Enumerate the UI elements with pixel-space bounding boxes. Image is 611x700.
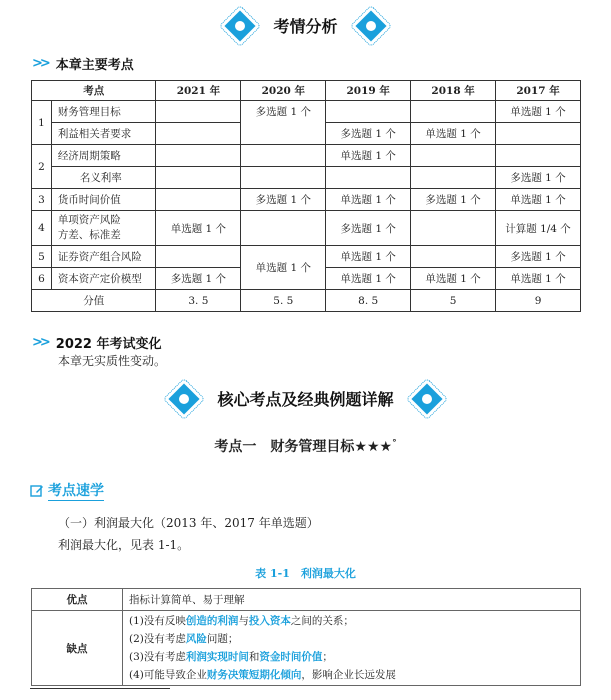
- group-number: 6: [32, 268, 52, 290]
- cell: [496, 123, 581, 145]
- row-label: 资本资产定价模型: [51, 268, 156, 290]
- subheading-exam-changes: [32, 333, 162, 352]
- cell: [326, 167, 411, 189]
- cell: 计算题 1/4 个: [496, 211, 581, 246]
- cell: 多选题 1 个: [326, 211, 411, 246]
- cell: 单选题 1 个: [326, 189, 411, 211]
- score-label: 分值: [32, 290, 156, 312]
- row-label-line: 单项资产风险: [57, 214, 121, 226]
- item-text: (4)可能导致企业: [129, 669, 207, 681]
- profit-max-table: [31, 588, 581, 686]
- column-header: 2018 年: [411, 81, 496, 101]
- row-label: 货币时间价值: [51, 189, 156, 211]
- item-text: (2)没有考虑: [129, 633, 186, 645]
- cell: 单选题 1 个: [496, 101, 581, 123]
- profit-max-intro: 利润最大化，见表 1-1。: [58, 538, 190, 552]
- highlight-text: 利润实现时间: [185, 651, 249, 663]
- cell: [241, 211, 326, 246]
- footnote-divider: [30, 688, 170, 689]
- cell: [156, 101, 241, 123]
- cell: 单选题 1 个: [156, 211, 241, 246]
- table-row: [32, 246, 581, 268]
- row-label: 经济周期策略: [51, 145, 156, 167]
- score-row: [32, 290, 581, 312]
- cell: [156, 246, 241, 268]
- column-header: 2019 年: [326, 81, 411, 101]
- cell: 单选题 1 个: [411, 123, 496, 145]
- pen-edit-icon: [30, 484, 44, 498]
- column-header: 2017 年: [496, 81, 581, 101]
- table-row: [32, 589, 581, 611]
- cell: 多选题 1 个: [411, 189, 496, 211]
- fast-learn-label: 考点速学: [48, 480, 104, 501]
- table-row: [32, 145, 581, 167]
- row-label: 财务管理目标: [51, 101, 156, 123]
- section-header-core-points: [0, 387, 611, 410]
- advantage-label: 优点: [32, 589, 123, 611]
- item-text: 问题；: [206, 633, 239, 645]
- score-cell: 5. 5: [241, 290, 326, 312]
- list-item: [129, 612, 574, 630]
- section-title: 核心考点及经典例题详解: [217, 390, 394, 409]
- section-header-analysis: [0, 14, 611, 37]
- cell: 单选题 1 个: [411, 268, 496, 290]
- item-text: 和: [248, 651, 260, 663]
- column-header: 考点: [32, 81, 156, 101]
- advantage-text: 指标计算简单、易于理解: [123, 589, 581, 611]
- cell: [411, 211, 496, 246]
- row-label-line: 方差、标准差: [57, 229, 121, 241]
- cell: [156, 145, 241, 167]
- diamond-ornament-icon: [225, 10, 256, 41]
- cell: 多选题 1 个: [241, 189, 326, 211]
- highlight-text: 投入资本: [248, 615, 291, 627]
- fast-learn-heading: [30, 480, 104, 501]
- item-text: 与: [238, 615, 249, 627]
- disadvantage-label: 缺点: [32, 611, 123, 686]
- table-row: [32, 167, 581, 189]
- item-text: ；: [322, 651, 333, 663]
- list-item: [129, 630, 574, 648]
- table-caption: 表 1-1 利润最大化: [255, 567, 356, 580]
- row-label: 利益相关者要求: [51, 123, 156, 145]
- list-item: [129, 666, 574, 684]
- table-row: [32, 211, 581, 246]
- cell: 单选题 1 个: [326, 246, 411, 268]
- cell: [411, 167, 496, 189]
- column-header: 2021 年: [156, 81, 241, 101]
- point-title-text: 考点一 财务管理目标★★★: [214, 439, 393, 455]
- highlight-text: 资金时间价值: [259, 651, 323, 663]
- group-number: 3: [32, 189, 52, 211]
- double-chevron-icon: >>: [32, 335, 48, 350]
- cell: 单选题 1 个: [326, 145, 411, 167]
- cell: [156, 123, 241, 145]
- score-cell: 3. 5: [156, 290, 241, 312]
- profit-max-heading: （一）利润最大化（2013 年、2017 年单选题）: [58, 516, 319, 530]
- group-number: 5: [32, 246, 52, 268]
- subheading-label: 本章主要考点: [55, 58, 134, 73]
- cell: 单选题 1 个: [241, 246, 326, 290]
- diamond-ornament-icon: [169, 383, 200, 414]
- row-label: 证券资产组合风险: [51, 246, 156, 268]
- cell: 多选题 1 个: [496, 167, 581, 189]
- cell: 多选题 1 个: [241, 101, 326, 145]
- item-text: (1)没有反映: [129, 615, 186, 627]
- point-title: [0, 436, 611, 456]
- disadvantage-list: [123, 611, 581, 686]
- cell: [411, 101, 496, 123]
- row-label: [51, 211, 156, 246]
- cell: 单选题 1 个: [326, 268, 411, 290]
- cell: 多选题 1 个: [326, 123, 411, 145]
- cell: [241, 145, 326, 167]
- cell: 多选题 1 个: [156, 268, 241, 290]
- cell: [496, 145, 581, 167]
- cell: [156, 189, 241, 211]
- cell: [411, 246, 496, 268]
- group-number: 2: [32, 145, 52, 189]
- table-row: [32, 611, 581, 686]
- table-row: [32, 189, 581, 211]
- table-row: [32, 101, 581, 123]
- group-number: 1: [32, 101, 52, 145]
- group-number: 4: [32, 211, 52, 246]
- cell: [156, 167, 241, 189]
- highlight-text: 创造的利润: [185, 615, 239, 627]
- highlight-text: 财务决策短期化倾向: [206, 669, 302, 681]
- cell: 多选题 1 个: [496, 246, 581, 268]
- item-text: (3)没有考虑: [129, 651, 186, 663]
- score-cell: 9: [496, 290, 581, 312]
- cell: [326, 101, 411, 123]
- highlight-text: 风险: [185, 633, 207, 645]
- table-header-row: [32, 81, 581, 101]
- item-text: 之间的关系；: [290, 615, 354, 627]
- double-chevron-icon: >>: [32, 56, 48, 71]
- section-title: 考情分析: [273, 17, 338, 36]
- item-text: ，影响企业长远发展: [301, 669, 396, 681]
- subheading-label: 2022 年考试变化: [55, 337, 162, 352]
- list-item: [129, 648, 574, 666]
- score-cell: 5: [411, 290, 496, 312]
- subheading-main-points: [32, 54, 134, 73]
- row-label: 名义利率: [51, 167, 156, 189]
- point-title-mark: °: [392, 438, 397, 449]
- cell: [241, 167, 326, 189]
- cell: 单选题 1 个: [496, 268, 581, 290]
- changes-text: 本章无实质性变动。: [58, 354, 167, 368]
- diamond-ornament-icon: [411, 383, 442, 414]
- score-cell: 8. 5: [326, 290, 411, 312]
- diamond-ornament-icon: [355, 10, 386, 41]
- column-header: 2020 年: [241, 81, 326, 101]
- cell: [411, 145, 496, 167]
- cell: 单选题 1 个: [496, 189, 581, 211]
- exam-points-table: [31, 80, 581, 312]
